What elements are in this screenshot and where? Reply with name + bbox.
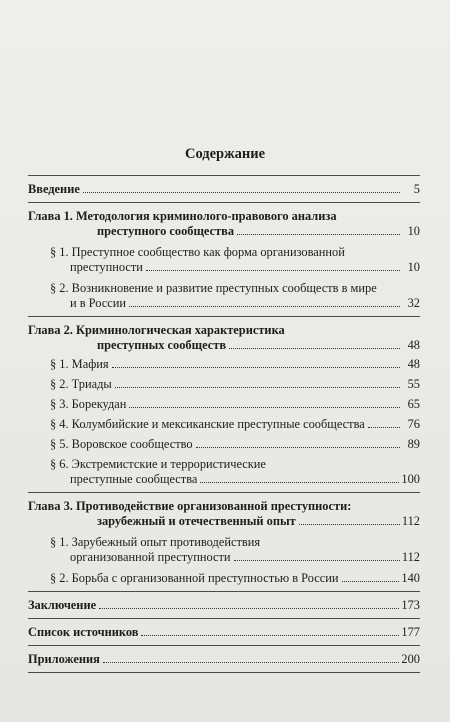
dot-leader [112,367,400,368]
toc-chapter-title-cont: зарубежный и отечественный опыт [97,514,296,528]
toc-page-number: 5 [413,182,420,196]
toc-chapter-3 [28,499,420,529]
toc-page-number: 48 [407,357,420,371]
toc-section-3-2 [28,571,420,586]
toc-page-number: 32 [407,296,420,310]
divider [28,202,420,203]
toc-chapter-2 [28,323,420,353]
toc-entry-appendices [28,652,420,667]
dot-leader [368,427,400,428]
toc-page-number: 48 [407,338,420,352]
toc-entry-label: Заключение [28,598,97,612]
toc-section-title: § 2. Возникновение и развитие преступных сообществ в мире [50,281,377,295]
toc-section-2-4 [28,417,420,432]
dot-leader [229,348,400,349]
toc-section-2-3 [28,397,420,412]
toc-page-number: 112 [401,514,420,528]
toc-section-title: § 2. Триады [50,377,112,391]
page-title: Содержание [184,146,266,162]
toc-section-1-1 [28,245,420,275]
toc-entry-intro [28,182,420,197]
toc-section-1-2 [28,281,420,311]
toc-section-2-1 [28,357,420,372]
divider [28,645,420,646]
dot-leader [146,270,400,271]
dot-leader [342,581,400,582]
dot-leader [115,387,400,388]
toc-entry-conclusion [28,598,420,613]
toc-page-number: 89 [407,437,420,451]
dot-leader [141,635,399,636]
toc-entry-label: Список источников [28,625,139,639]
toc-chapter-title: Глава 1. Методология криминолого-правового анализа [28,209,337,223]
table-of-contents [28,170,420,679]
toc-page-number: 177 [401,625,420,639]
dot-leader [200,482,399,483]
toc-chapter-title: Глава 2. Криминологическая характеристика [28,323,285,337]
toc-page-number: 112 [401,550,420,564]
dot-leader [129,407,400,408]
toc-section-title-cont: преступности [70,260,143,274]
divider [28,492,420,493]
toc-section-title: § 1. Преступное сообщество как форма организованной [50,245,345,259]
toc-section-2-5 [28,437,420,452]
toc-page-number: 10 [407,224,420,238]
toc-entry-label: Приложения [28,652,100,666]
toc-section-title: § 4. Колумбийские и мексиканские преступные сообщества [50,417,365,431]
toc-page-number: 65 [407,397,420,411]
dot-leader [103,662,400,663]
dot-leader [237,234,400,235]
dot-leader [129,306,400,307]
toc-chapter-title: Глава 3. Противодействие организованной преступности: [28,499,352,513]
toc-section-3-1 [28,535,420,565]
toc-section-2-6 [28,457,420,487]
dot-leader [99,608,399,609]
divider [28,672,420,673]
toc-chapter-1 [28,209,420,239]
toc-page-number: 100 [401,472,420,486]
divider [28,591,420,592]
toc-page-number: 140 [401,571,420,585]
dot-leader [196,447,400,448]
toc-entry-sources [28,625,420,640]
toc-section-title: § 2. Борьба с организованной преступностью в России [50,571,339,585]
toc-section-title: § 6. Экстремистские и террористические [50,457,266,471]
dot-leader [234,560,400,561]
divider [28,175,420,176]
toc-section-title: § 1. Зарубежный опыт противодействия [50,535,261,549]
toc-section-2-2 [28,377,420,392]
divider [28,316,420,317]
toc-section-title: § 5. Воровское сообщество [50,437,193,451]
toc-page-number: 76 [407,417,420,431]
divider [28,618,420,619]
toc-section-title-cont: организованной преступности [70,550,231,564]
toc-section-title-cont: преступные сообщества [70,472,198,486]
toc-chapter-title-cont: преступного сообщества [97,224,235,238]
toc-section-title-cont: и в России [70,296,127,310]
toc-page-number: 55 [407,377,420,391]
dot-leader [299,524,400,525]
toc-section-title: § 3. Борекудан [50,397,127,411]
toc-page-number: 200 [401,652,420,666]
toc-chapter-title-cont: преступных сообществ [97,338,227,352]
dot-leader [83,192,400,193]
toc-entry-label: Введение [28,182,80,196]
toc-page-number: 173 [401,598,420,612]
toc-section-title: § 1. Мафия [50,357,109,371]
toc-page-number: 10 [407,260,420,274]
